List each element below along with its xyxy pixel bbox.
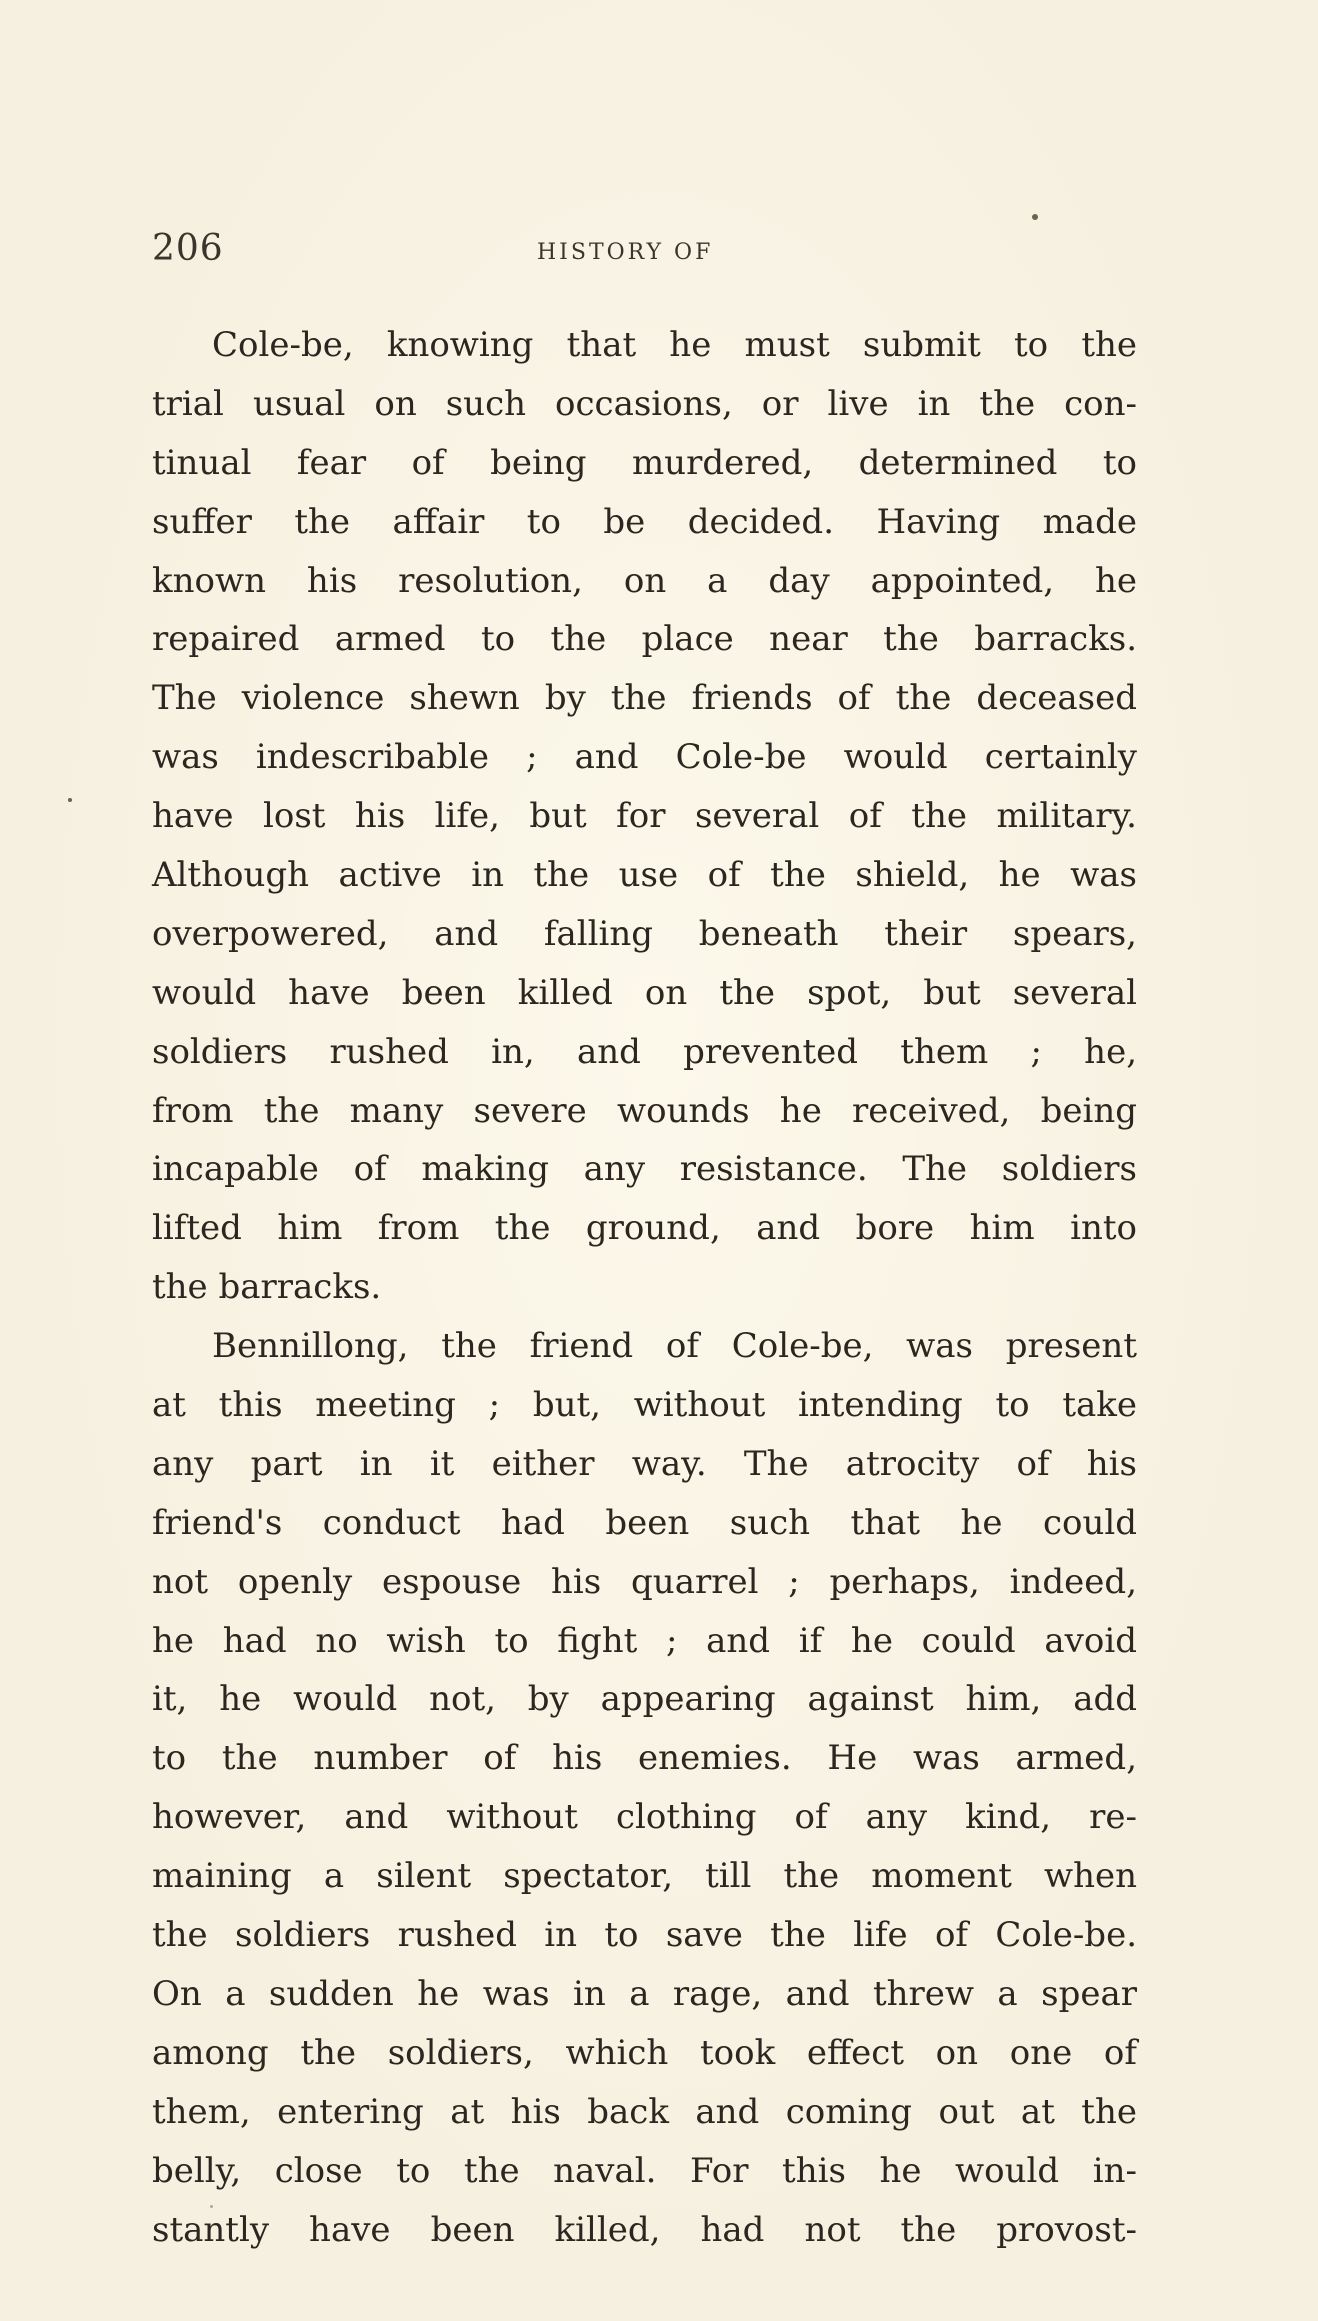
text-line: maining a silent spectator, till the moment when [152,1856,1137,1897]
text-line: at this meeting ; but, without intending to take [152,1385,1137,1426]
text-line: incapable of making any resistance. The soldiers [152,1149,1137,1190]
text-line: friend's conduct had been such that he could [152,1502,1137,1543]
text-line: belly, close to the naval. For this he would in- [152,2150,1137,2191]
ink-fleck [210,2205,213,2208]
text-line: The violence shewn by the friends of the deceased [152,678,1137,719]
text-line: soldiers rushed in, and prevented them ; he, [152,1031,1137,1072]
ink-fleck [1032,214,1038,220]
text-line: Bennillong, the friend of Cole-be, was present [212,1326,1137,1367]
text-line: however, and without clothing of any kind, re- [152,1797,1137,1838]
text-line: not openly espouse his quarrel ; perhaps, indeed, [152,1561,1137,1602]
page-number: 206 [152,228,224,269]
paragraph-2 [152,1317,1137,2259]
text-line: repaired armed to the place near the barracks. [152,619,1137,660]
text-line: have lost his life, but for several of the military. [152,796,1137,837]
page-header [152,228,1132,278]
text-line: On a sudden he was in a rage, and threw a spear [152,1973,1137,2014]
text-line: known his resolution, on a day appointed, he [152,560,1137,601]
text-line: would have been killed on the spot, but several [152,972,1137,1013]
paragraph-1 [152,316,1137,1317]
text-line: was indescribable ; and Cole-be would certainly [152,737,1137,778]
text-line: Although active in the use of the shield, he was [152,855,1137,896]
text-line: overpowered, and falling beneath their spears, [152,913,1137,954]
text-line: to the number of his enemies. He was armed, [152,1738,1137,1779]
text-line: the soldiers rushed in to save the life of Cole-be. [152,1915,1137,1956]
text-line: among the soldiers, which took effect on one of [152,2032,1137,2073]
text-line: them, entering at his back and coming out at the [152,2091,1137,2132]
running-head: HISTORY OF [537,240,714,265]
ink-fleck [68,798,72,802]
text-line: tinual fear of being murdered, determined to [152,442,1137,483]
text-line: stantly have been killed, had not the provost- [152,2209,1137,2250]
text-line: he had no wish to fight ; and if he could avoid [152,1620,1137,1661]
text-line: any part in it either way. The atrocity of his [152,1443,1137,1484]
text-line: the barracks. [152,1267,382,1308]
body-text [152,316,1137,2259]
text-line: suffer the affair to be decided. Having made [152,501,1137,542]
text-line: trial usual on such occasions, or live in the con- [152,383,1137,424]
text-line: Cole-be, knowing that he must submit to the [212,325,1137,365]
text-line: from the many severe wounds he received, being [152,1090,1137,1131]
text-line: lifted him from the ground, and bore him into [152,1208,1137,1249]
text-line: it, he would not, by appearing against him, add [152,1679,1137,1720]
